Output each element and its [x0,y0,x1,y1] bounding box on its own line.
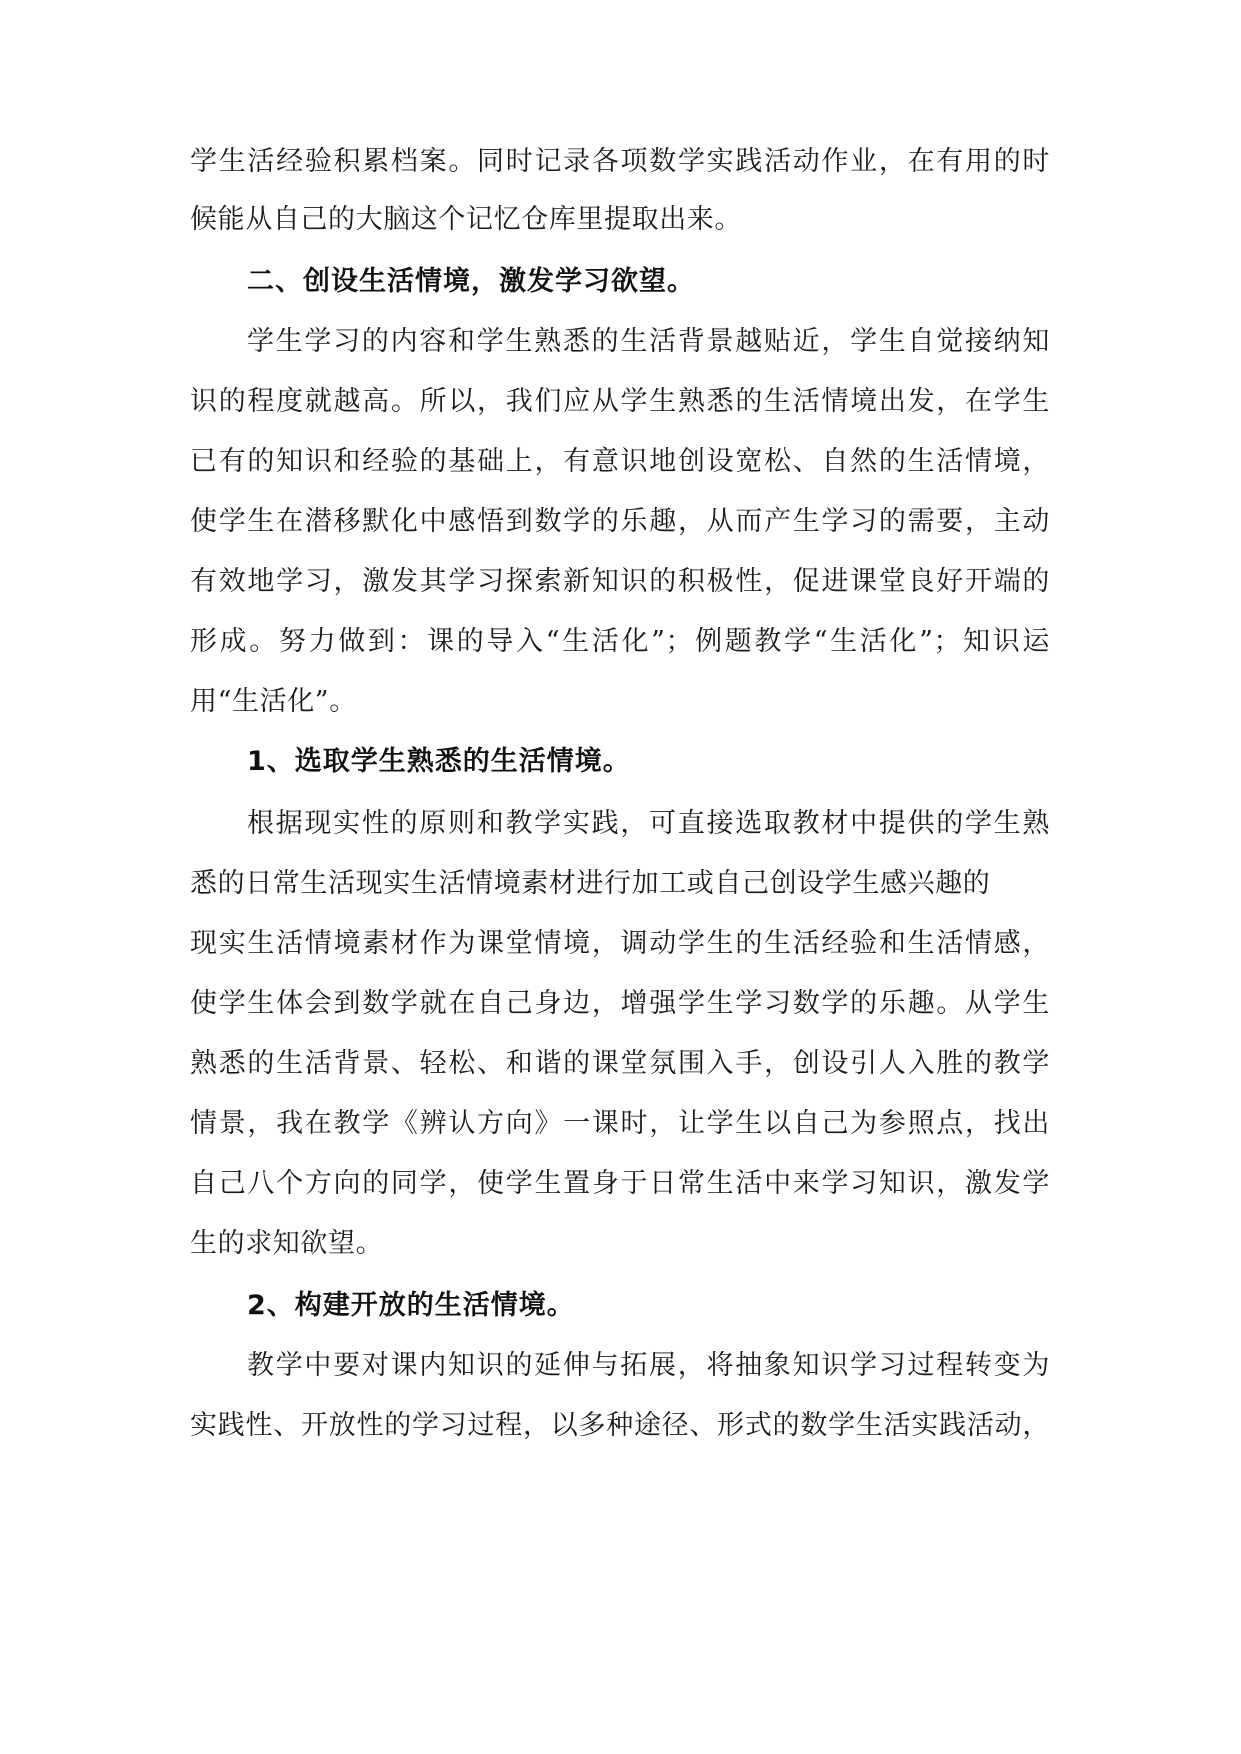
section-heading: 二、创设生活情境，激发学习欲望。 [247,266,695,297]
text-line: 使学生在潜移默化中感悟到数学的乐趣，从而产生学习的需要，主动 [190,506,1050,537]
text-line: 识的程度就越高。所以，我们应从学生熟悉的生活情境出发，在学生 [190,386,1050,417]
text-line: 实践性、开放性的学习过程，以多种途径、形式的数学生活实践活动， [190,1410,1050,1441]
subsection-heading: 1、选取学生熟悉的生活情境。 [247,746,631,777]
text-line: 使学生体会到数学就在自己身边，增强学生学习数学的乐趣。从学生 [190,988,1050,1019]
text-line: 形成。努力做到：课的导入“生活化”；例题教学“生活化”；知识运 [190,626,1050,657]
text-line: 学生活经验积累档案。同时记录各项数学实践活动作业，在有用的时 [190,146,1050,177]
text-line: 根据现实性的原则和教学实践，可直接选取教材中提供的学生熟 [247,808,1050,839]
text-line: 自己八个方向的同学，使学生置身于日常生活中来学习知识，激发学 [190,1168,1050,1199]
text-line: 情景，我在教学《辨认方向》一课时，让学生以自己为参照点，找出 [190,1108,1050,1139]
text-line: 候能从自己的大脑这个记忆仓库里提取出来。 [190,204,742,235]
text-line: 有效地学习，激发其学习探索新知识的积极性，促进课堂良好开端的 [190,566,1050,597]
text-line: 悉的日常生活现实生活情境素材进行加工或自己创设学生感兴趣的 [190,868,991,899]
text-line: 现实生活情境素材作为课堂情境，调动学生的生活经验和生活情感， [190,928,1050,959]
text-line: 生的求知欲望。 [190,1228,384,1259]
text-line: 熟悉的生活背景、轻松、和谐的课堂氛围入手，创设引人入胜的教学 [190,1048,1050,1079]
text-line: 教学中要对课内知识的延伸与拓展，将抽象知识学习过程转变为 [247,1350,1050,1381]
text-line: 已有的知识和经验的基础上，有意识地创设宽松、自然的生活情境， [190,446,1050,477]
subsection-heading: 2、构建开放的生活情境。 [247,1290,575,1321]
text-line: 用“生活化”。 [190,686,357,717]
text-line: 学生学习的内容和学生熟悉的生活背景越贴近，学生自觉接纳知 [247,326,1050,357]
